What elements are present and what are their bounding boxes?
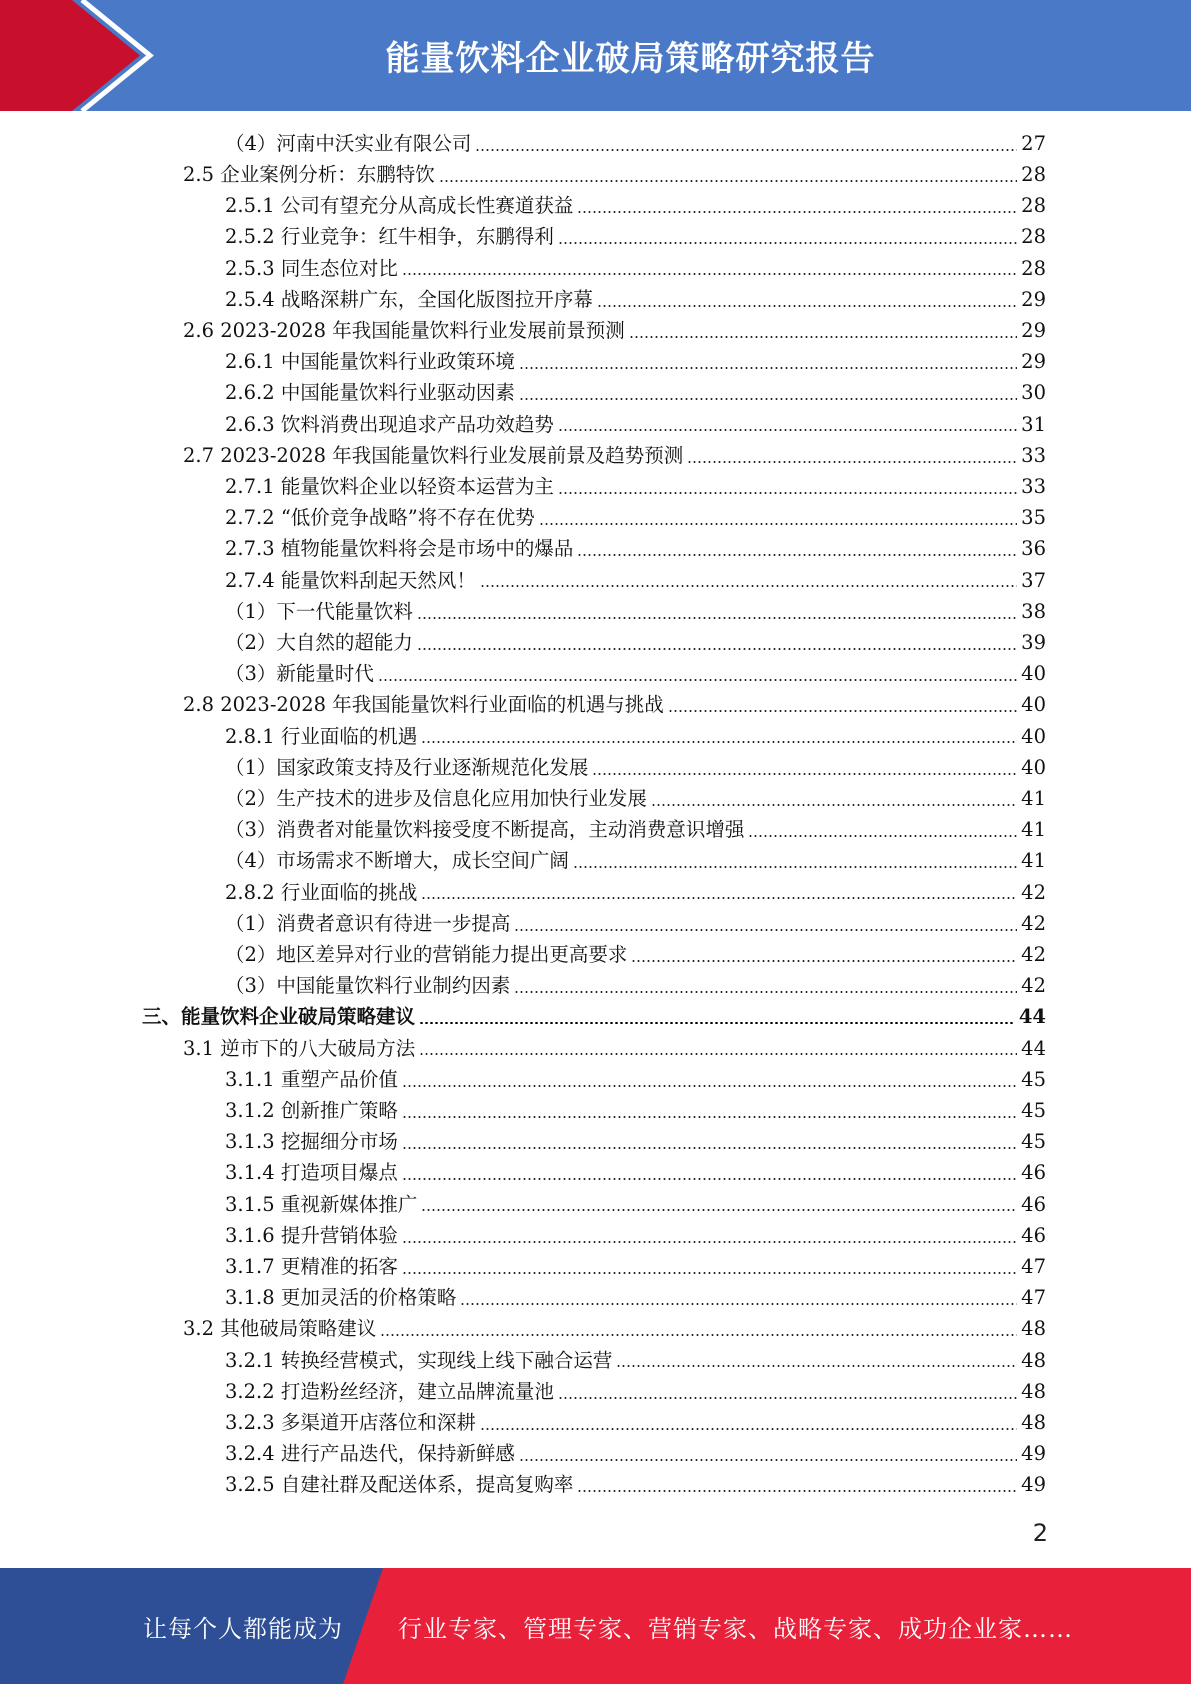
toc-entry-label: 3.1 逆市下的八大破局方法 (183, 1036, 416, 1060)
toc-entry[interactable] (225, 846, 1046, 877)
toc-entry-page: 45 (1021, 1067, 1046, 1091)
toc-entry[interactable] (225, 1407, 1046, 1438)
toc-entry-page: 41 (1021, 818, 1046, 842)
toc-dot-leader (460, 1303, 1017, 1305)
toc-dot-leader (519, 398, 1017, 400)
toc-dot-leader (439, 180, 1017, 182)
toc-dot-leader (651, 804, 1017, 806)
toc-dot-leader (475, 149, 1017, 151)
toc-entry-page: 48 (1021, 1317, 1046, 1341)
toc-entry-label: 2.8.1 行业面临的机遇 (225, 724, 418, 748)
toc-entry[interactable] (225, 1220, 1046, 1251)
toc-entry[interactable] (225, 222, 1046, 253)
toc-dot-leader (419, 1022, 1015, 1024)
toc-entry-label: （3）消费者对能量饮料接受度不断提高，主动消费意识增强 (225, 818, 745, 842)
toc-dot-leader (402, 273, 1017, 275)
toc-entry-label: （4）市场需求不断增大，成长空间广阔 (225, 849, 569, 873)
toc-entry-label: 2.6.2 中国能量饮料行业驱动因素 (225, 381, 515, 405)
toc-entry-page: 49 (1021, 1442, 1046, 1466)
toc-entry[interactable] (225, 1064, 1046, 1095)
toc-entry[interactable] (225, 627, 1046, 658)
page-header (0, 0, 1191, 111)
toc-entry[interactable] (183, 315, 1046, 346)
toc-entry-label: （2）大自然的超能力 (225, 631, 413, 655)
toc-entry-page: 35 (1021, 506, 1046, 530)
page-footer (0, 1568, 1191, 1684)
toc-dot-leader (558, 242, 1017, 244)
toc-entry-page: 28 (1021, 256, 1046, 280)
toc-entry[interactable] (183, 1314, 1046, 1345)
toc-dot-leader (629, 336, 1017, 338)
toc-entry-label: 3.1.4 打造项目爆点 (225, 1161, 398, 1185)
toc-dot-leader (402, 1116, 1017, 1118)
toc-dot-leader (539, 523, 1017, 525)
toc-entry-label: 3.2.2 打造粉丝经济，建立品牌流量池 (225, 1379, 554, 1403)
toc-entry[interactable] (183, 1033, 1046, 1064)
toc-entry[interactable] (225, 128, 1046, 159)
toc-entry-page: 28 (1021, 225, 1046, 249)
toc-entry-page: 29 (1021, 319, 1046, 343)
toc-entry-label: 2.7.4 能量饮料刮起天然风！ (225, 568, 476, 592)
toc-entry-label: （2）地区差异对行业的营销能力提出更高要求 (225, 943, 628, 967)
toc-dot-leader (402, 1178, 1017, 1180)
toc-entry[interactable] (225, 814, 1046, 845)
toc-entry-label: 3.1.2 创新推广策略 (225, 1099, 398, 1123)
toc-entry-page: 33 (1021, 475, 1046, 499)
toc-entry-label: 3.2 其他破局策略建议 (183, 1317, 377, 1341)
toc-dot-leader (402, 1272, 1017, 1274)
toc-entry-label: 2.8.2 行业面临的挑战 (225, 880, 418, 904)
toc-dot-leader (421, 897, 1017, 899)
toc-entry-label: 3.1.3 挖掘细分市场 (225, 1130, 398, 1154)
toc-entry[interactable] (225, 284, 1046, 315)
toc-entry-page: 29 (1021, 287, 1046, 311)
toc-entry-page: 46 (1021, 1192, 1046, 1216)
toc-entry-page: 41 (1021, 849, 1046, 873)
toc-entry-page: 46 (1021, 1223, 1046, 1247)
toc-dot-leader (631, 960, 1017, 962)
toc-entry[interactable] (225, 502, 1046, 533)
toc-dot-leader (380, 1334, 1017, 1336)
toc-entry-page: 48 (1021, 1379, 1046, 1403)
toc-entry-page: 48 (1021, 1348, 1046, 1372)
toc-entry-label: 2.7.1 能量饮料企业以轻资本运营为主 (225, 475, 554, 499)
toc-entry[interactable] (225, 346, 1046, 377)
toc-dot-leader (419, 1053, 1017, 1055)
toc-entry[interactable] (225, 908, 1046, 939)
toc-entry-page: 42 (1021, 974, 1046, 998)
toc-dot-leader (514, 991, 1017, 993)
toc-dot-leader (748, 835, 1017, 837)
toc-dot-leader (558, 492, 1017, 494)
toc-entry[interactable] (225, 409, 1046, 440)
toc-entry[interactable] (142, 1002, 1046, 1033)
toc-dot-leader (402, 1147, 1017, 1149)
toc-entry-page: 44 (1018, 1005, 1046, 1029)
toc-entry-page: 29 (1021, 350, 1046, 374)
toc-dot-leader (616, 1365, 1017, 1367)
toc-entry-label: 3.1.7 更精准的拓客 (225, 1255, 398, 1279)
toc-entry-label: 2.7 2023-2028 年我国能量饮料行业发展前景及趋势预测 (183, 443, 684, 467)
toc-entry[interactable] (225, 939, 1046, 970)
toc-entry[interactable] (225, 1438, 1046, 1469)
toc-entry-page: 49 (1021, 1473, 1046, 1497)
toc-entry-label: 3.2.3 多渠道开店落位和深耕 (225, 1411, 476, 1435)
toc-entry-page: 27 (1021, 131, 1046, 155)
toc-entry-page: 28 (1021, 194, 1046, 218)
toc-entry-label: 3.2.5 自建社群及配送体系，提高复购率 (225, 1473, 574, 1497)
toc-entry[interactable] (225, 970, 1046, 1001)
toc-entry-label: 2.6.3 饮料消费出现追求产品功效趋势 (225, 412, 554, 436)
toc-entry-page: 28 (1021, 163, 1046, 187)
toc-entry-page: 42 (1021, 911, 1046, 935)
toc-entry-label: 3.1.5 重视新媒体推广 (225, 1192, 418, 1216)
toc-entry[interactable] (225, 1376, 1046, 1407)
toc-dot-leader (573, 866, 1017, 868)
toc-entry-label: 3.2.1 转换经营模式，实现线上线下融合运营 (225, 1348, 613, 1372)
toc-entry-label: 2.5.2 行业竞争：红牛相争，东鹏得利 (225, 225, 554, 249)
toc-entry-page: 45 (1021, 1099, 1046, 1123)
toc-entry-page: 40 (1021, 724, 1046, 748)
footer-slogan-left: 让每个人都能成为 (143, 1614, 343, 1643)
toc-entry[interactable] (225, 1345, 1046, 1376)
toc-dot-leader (558, 429, 1017, 431)
toc-dot-leader (687, 461, 1017, 463)
toc-entry-page: 42 (1021, 943, 1046, 967)
toc-entry-label: 3.2.4 进行产品迭代，保持新鲜感 (225, 1442, 515, 1466)
toc-dot-leader (558, 1397, 1017, 1399)
toc-dot-leader (402, 1085, 1017, 1087)
toc-entry-page: 40 (1021, 662, 1046, 686)
toc-entry-label: 3.1.6 提升营销体验 (225, 1223, 398, 1247)
toc-entry[interactable] (225, 378, 1046, 409)
toc-entry-page: 30 (1021, 381, 1046, 405)
toc-entry[interactable] (225, 1126, 1046, 1157)
toc-entry-label: 3.1.1 重塑产品价值 (225, 1067, 398, 1091)
toc-dot-leader (577, 1490, 1017, 1492)
toc-entry-label: 2.5 企业案例分析：东鹏特饮 (183, 163, 435, 187)
toc-entry-page: 31 (1021, 412, 1046, 436)
toc-dot-leader (577, 554, 1017, 556)
toc-entry-label: 三、能量饮料企业破局策略建议 (142, 1005, 416, 1029)
toc-dot-leader (592, 773, 1017, 775)
toc-entry-page: 42 (1021, 880, 1046, 904)
toc-entry[interactable] (225, 565, 1046, 596)
toc-dot-leader (417, 648, 1017, 650)
toc-entry-label: （4）河南中沃实业有限公司 (225, 131, 472, 155)
toc-entry-label: 2.6.1 中国能量饮料行业政策环境 (225, 350, 515, 374)
toc-entry-page: 36 (1021, 537, 1046, 561)
toc-entry[interactable] (225, 190, 1046, 221)
toc-entry[interactable] (225, 1282, 1046, 1313)
toc-entry-page: 37 (1021, 568, 1046, 592)
toc-dot-leader (480, 1428, 1017, 1430)
toc-entry-label: （3）中国能量饮料行业制约因素 (225, 974, 511, 998)
toc-entry-label: 2.6 2023-2028 年我国能量饮料行业发展前景预测 (183, 319, 625, 343)
toc-entry-page: 38 (1021, 599, 1046, 623)
toc-entry-label: （2）生产技术的进步及信息化应用加快行业发展 (225, 787, 647, 811)
toc-entry-label: （3）新能量时代 (225, 662, 374, 686)
toc-entry[interactable] (183, 690, 1046, 721)
toc-entry[interactable] (225, 596, 1046, 627)
toc-entry-label: 2.5.4 战略深耕广东，全国化版图拉开序幕 (225, 287, 593, 311)
toc-entry[interactable] (225, 658, 1046, 689)
toc-entry-label: 2.7.2 “低价竞争战略”将不存在优势 (225, 506, 535, 530)
toc-dot-leader (421, 1209, 1017, 1211)
toc-entry-page: 39 (1021, 631, 1046, 655)
toc-dot-leader (421, 741, 1017, 743)
toc-entry-page: 33 (1021, 443, 1046, 467)
toc-entry[interactable] (225, 471, 1046, 502)
toc-entry[interactable] (225, 1095, 1046, 1126)
toc-dot-leader (480, 585, 1017, 587)
toc-entry[interactable] (225, 877, 1046, 908)
toc-entry[interactable] (225, 534, 1046, 565)
toc-entry-label: 2.8 2023-2028 年我国能量饮料行业面临的机遇与挑战 (183, 693, 664, 717)
toc-entry-page: 46 (1021, 1161, 1046, 1185)
toc-entry[interactable] (225, 721, 1046, 752)
report-title: 能量饮料企业破局策略研究报告 (385, 39, 876, 79)
toc-entry-page: 47 (1021, 1286, 1046, 1310)
toc-entry-label: 2.5.3 同生态位对比 (225, 256, 398, 280)
toc-entry[interactable] (225, 253, 1046, 284)
footer-slogan-right: 行业专家、管理专家、营销专家、战略专家、成功企业家…… (398, 1614, 1073, 1643)
toc-entry[interactable] (225, 1189, 1046, 1220)
toc-entry-page: 47 (1021, 1255, 1046, 1279)
toc-entry-page: 45 (1021, 1130, 1046, 1154)
toc-entry[interactable] (225, 783, 1046, 814)
toc-entry-page: 48 (1021, 1411, 1046, 1435)
toc-dot-leader (668, 710, 1017, 712)
toc-dot-leader (378, 679, 1017, 681)
page-number: 2 (1032, 1519, 1048, 1547)
toc-dot-leader (514, 929, 1017, 931)
toc-entry[interactable] (225, 1158, 1046, 1189)
toc-entry-page: 44 (1021, 1036, 1046, 1060)
toc-entry-label: （1）下一代能量饮料 (225, 599, 413, 623)
toc-entry-label: （1）国家政策支持及行业逐渐规范化发展 (225, 755, 589, 779)
toc-dot-leader (519, 367, 1017, 369)
toc-entry-page: 41 (1021, 787, 1046, 811)
toc-entry-label: （1）消费者意识有待进一步提高 (225, 911, 511, 935)
toc-entry[interactable] (183, 440, 1046, 471)
toc-entry-label: 2.7.3 植物能量饮料将会是市场中的爆品 (225, 537, 574, 561)
toc-dot-leader (597, 305, 1017, 307)
toc-dot-leader (402, 1241, 1017, 1243)
toc-entry[interactable] (225, 1251, 1046, 1282)
toc-entry[interactable] (225, 1470, 1046, 1501)
toc-entry-label: 3.1.8 更加灵活的价格策略 (225, 1286, 457, 1310)
toc-entry[interactable] (183, 159, 1046, 190)
toc-dot-leader (519, 1459, 1017, 1461)
toc-dot-leader (417, 617, 1017, 619)
toc-entry-page: 40 (1021, 755, 1046, 779)
toc-entry-page: 40 (1021, 693, 1046, 717)
toc-dot-leader (577, 211, 1017, 213)
toc-entry[interactable] (225, 752, 1046, 783)
toc-entry-label: 2.5.1 公司有望充分从高成长性赛道获益 (225, 194, 574, 218)
